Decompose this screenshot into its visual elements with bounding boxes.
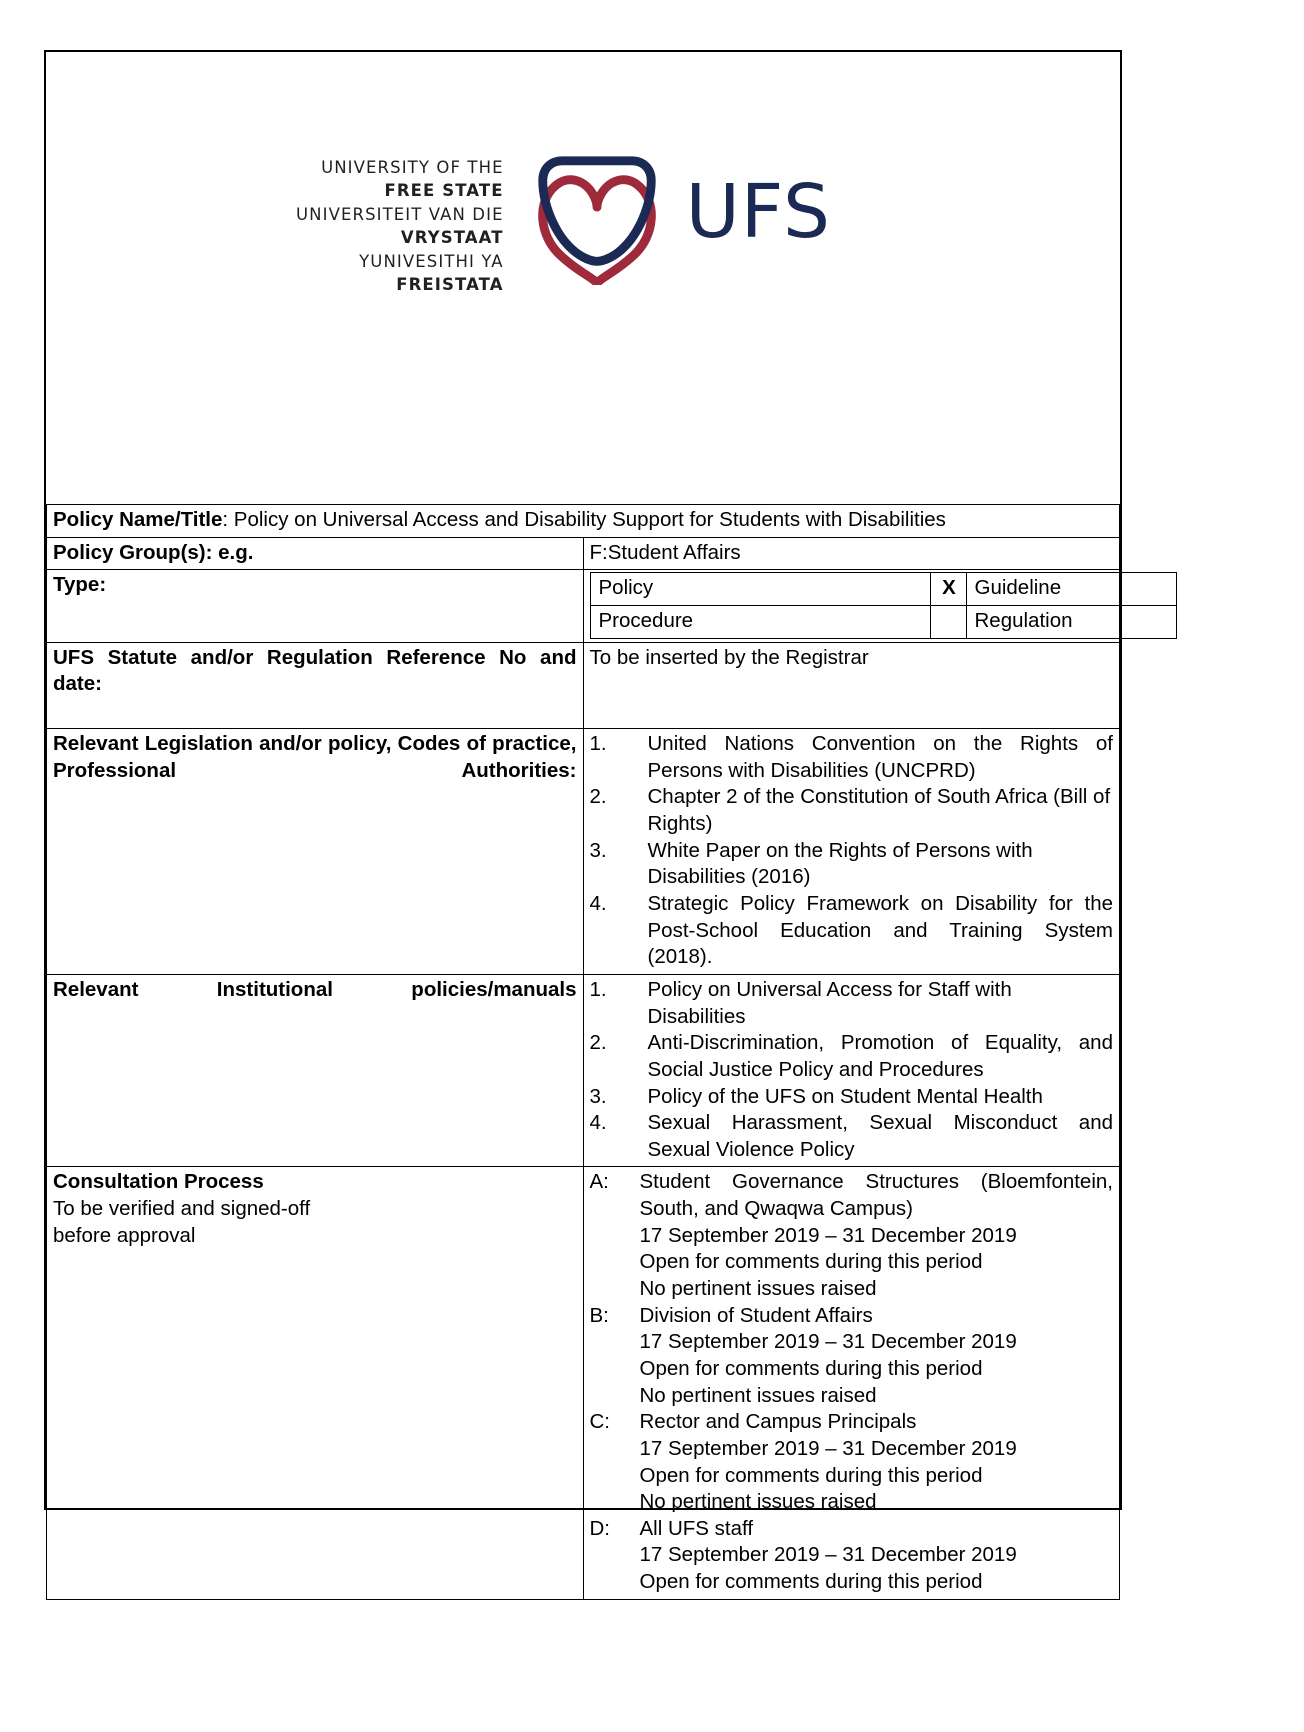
policy-group-value: F:Student Affairs bbox=[583, 537, 1120, 570]
list-item bbox=[590, 977, 1114, 1030]
consultation-item-letter: D: bbox=[589, 1516, 610, 1540]
list-item bbox=[590, 838, 1114, 891]
list-item bbox=[590, 1516, 1114, 1596]
legislation-item-text: United Nations Convention on the Rights of Persons with Disabilities (UNCPRD) bbox=[647, 732, 1113, 782]
type-checkbox-procedure[interactable] bbox=[930, 605, 966, 638]
consultation-item-body bbox=[640, 1169, 1114, 1302]
institutional-item-text: Sexual Harassment, Sexual Misconduct and Sexual Violence Policy bbox=[647, 1111, 1113, 1161]
consultation-label-line1: Consultation Process bbox=[53, 1170, 264, 1194]
type-row-1 bbox=[590, 573, 1176, 606]
consultation-label-line2: To be verified and signed-off bbox=[53, 1197, 311, 1221]
logo-line-6: FREISTATA bbox=[396, 275, 504, 295]
legislation-item-number: 2. bbox=[589, 785, 607, 809]
institutional-list bbox=[590, 977, 1114, 1163]
table-row-institutional bbox=[47, 974, 1120, 1166]
legislation-item-text: Strategic Policy Framework on Disability for the Post-School Education and Training System (2018). bbox=[647, 892, 1113, 969]
consultation-item-title: Division of Student Affairs bbox=[639, 1303, 873, 1327]
type-option-procedure[interactable]: Procedure bbox=[590, 605, 930, 638]
consultation-item-body bbox=[640, 1409, 1114, 1516]
list-item bbox=[590, 1169, 1114, 1302]
list-item bbox=[590, 1030, 1114, 1083]
policy-name-cell bbox=[47, 505, 1120, 538]
institutional-label-cell bbox=[47, 974, 584, 1166]
table-row-policy-name bbox=[47, 505, 1120, 538]
type-row-2 bbox=[590, 605, 1176, 638]
type-options-cell bbox=[583, 570, 1120, 642]
institutional-item-number: 4. bbox=[589, 1111, 607, 1135]
consultation-item-body bbox=[640, 1303, 1114, 1410]
policy-group-label: Policy Group(s): e.g. bbox=[47, 537, 584, 570]
consultation-item-period: 17 September 2019 – 31 December 2019 bbox=[639, 1223, 1017, 1247]
legislation-list bbox=[590, 731, 1114, 971]
institutional-item-number: 1. bbox=[589, 977, 607, 1001]
consultation-item-comments: Open for comments during this period bbox=[639, 1250, 983, 1274]
logo-line-5: YUNIVESITHI YA bbox=[359, 251, 504, 271]
statute-label: UFS Statute and/or Regulation Reference No and date: bbox=[47, 642, 584, 729]
statute-value: To be inserted by the Registrar bbox=[589, 645, 869, 669]
institutional-item-text: Policy on Universal Access for Staff with Disabilities bbox=[647, 977, 1012, 1028]
legislation-item-number: 4. bbox=[589, 892, 607, 916]
consultation-item-comments: Open for comments during this period bbox=[639, 1463, 983, 1487]
consultation-item-issues: No pertinent issues raised bbox=[639, 1383, 877, 1407]
consultation-item-body bbox=[640, 1516, 1114, 1596]
ufs-logo bbox=[296, 134, 831, 297]
logo-line-3: UNIVERSITEIT VAN DIE bbox=[296, 204, 504, 224]
consultation-item-period: 17 September 2019 – 31 December 2019 bbox=[639, 1330, 1017, 1354]
table-row-policy-group bbox=[47, 537, 1120, 570]
type-option-guideline[interactable]: Guideline bbox=[966, 573, 1176, 606]
table-row-consultation bbox=[47, 1167, 1120, 1599]
institutional-item-number: 3. bbox=[589, 1084, 607, 1108]
list-item bbox=[590, 731, 1114, 784]
institutional-item-text: Policy of the UFS on Student Mental Health bbox=[647, 1084, 1043, 1108]
ufs-shield-icon bbox=[522, 145, 672, 285]
legislation-item-text: Chapter 2 of the Constitution of South Africa (Bill of Rights) bbox=[647, 785, 1111, 836]
legislation-value-cell bbox=[583, 729, 1120, 975]
institutional-item-number: 2. bbox=[589, 1031, 607, 1055]
consultation-item-issues: No pertinent issues raised bbox=[639, 1277, 877, 1301]
logo-line-1: UNIVERSITY OF THE bbox=[321, 158, 504, 177]
consultation-item-issues: No pertinent issues raised bbox=[639, 1490, 877, 1514]
table-row-legislation bbox=[47, 729, 1120, 975]
consultation-item-letter: B: bbox=[589, 1303, 609, 1327]
list-item bbox=[590, 784, 1114, 837]
list-item bbox=[590, 1409, 1114, 1516]
table-row-type bbox=[47, 570, 1120, 642]
ufs-wordmark: UFS bbox=[685, 169, 832, 256]
institutional-label: Relevant Institutional policies/manuals bbox=[53, 977, 577, 1001]
consultation-label-cell bbox=[47, 1167, 584, 1599]
consultation-item-letter: A: bbox=[589, 1170, 609, 1194]
logo-line-2: FREE STATE bbox=[384, 181, 504, 201]
consultation-item-title: Rector and Campus Principals bbox=[639, 1410, 917, 1434]
consultation-item-letter: C: bbox=[589, 1410, 610, 1434]
document-page bbox=[44, 50, 1122, 1594]
type-checkbox-policy[interactable]: X bbox=[930, 573, 966, 606]
list-item bbox=[590, 1303, 1114, 1410]
type-options-table bbox=[590, 572, 1177, 638]
legislation-item-number: 3. bbox=[589, 838, 607, 862]
institutional-value-cell bbox=[583, 974, 1120, 1166]
consultation-item-period: 17 September 2019 – 31 December 2019 bbox=[639, 1436, 1017, 1460]
consultation-item-title: All UFS staff bbox=[639, 1516, 754, 1540]
type-option-policy[interactable]: Policy bbox=[590, 573, 930, 606]
consultation-item-comments: Open for comments during this period bbox=[639, 1570, 983, 1594]
policy-metadata-table bbox=[46, 504, 1120, 1600]
policy-name-value: Policy on Universal Access and Disability Support for Students with Disabilities bbox=[233, 508, 946, 531]
consultation-item-period: 17 September 2019 – 31 December 2019 bbox=[639, 1543, 1017, 1567]
legislation-label: Relevant Legislation and/or policy, Codes of practice, Professional Authorities: bbox=[47, 729, 584, 975]
legislation-item-text: White Paper on the Rights of Persons with Disabilities (2016) bbox=[647, 838, 1033, 889]
list-item bbox=[590, 891, 1114, 971]
policy-name-label: Policy Name/Title bbox=[53, 508, 223, 531]
institutional-item-text: Anti-Discrimination, Promotion of Equality, and Social Justice Policy and Procedures bbox=[647, 1031, 1113, 1081]
consultation-item-title: Student Governance Structures (Bloemfontein, South, and Qwaqwa Campus) bbox=[639, 1170, 1113, 1221]
type-option-regulation[interactable]: Regulation bbox=[966, 605, 1176, 638]
consultation-value-cell bbox=[583, 1167, 1120, 1599]
table-row-statute bbox=[47, 642, 1120, 729]
statute-value-cell bbox=[583, 642, 1120, 729]
type-label: Type: bbox=[47, 570, 584, 642]
university-name-block bbox=[296, 134, 522, 297]
policy-name-separator: : bbox=[222, 508, 234, 531]
list-item bbox=[590, 1084, 1114, 1111]
legislation-item-number: 1. bbox=[589, 732, 607, 756]
letterhead-logo-area bbox=[46, 52, 1120, 504]
consultation-list bbox=[590, 1169, 1114, 1595]
consultation-label-line3: before approval bbox=[53, 1223, 196, 1247]
statute-spacer bbox=[590, 671, 1114, 725]
list-item bbox=[590, 1110, 1114, 1163]
consultation-item-comments: Open for comments during this period bbox=[639, 1356, 983, 1380]
logo-line-4: VRYSTAAT bbox=[400, 228, 504, 248]
